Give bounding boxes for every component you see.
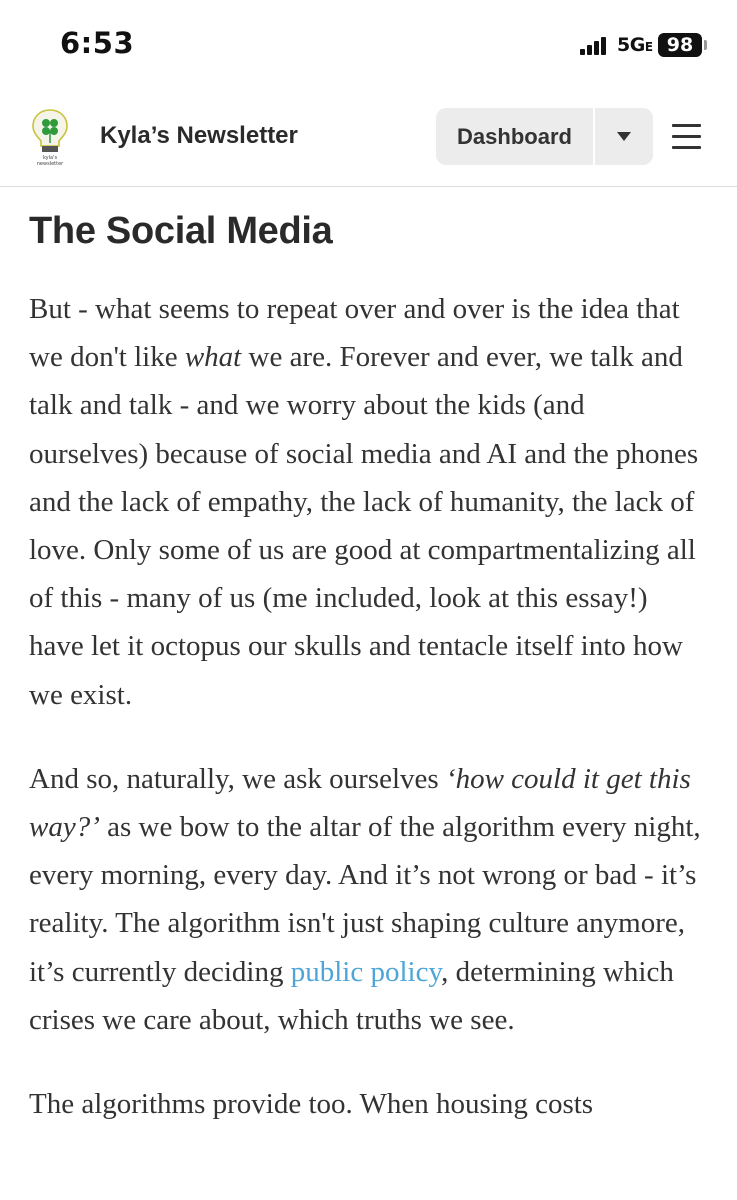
- newsletter-logo-icon[interactable]: [28, 107, 72, 167]
- dashboard-button-group: [436, 108, 653, 165]
- dashboard-dropdown-button[interactable]: [595, 108, 653, 165]
- p1-text-2: we are. Forever and ever, we talk and talk and talk - and we worry about the kids (and ourselves) because of social media and AI and the phones and the lack of empathy, the lack of humanity, the lack of love. Only some of us are good at compartmentalizing all of this - many of us (me included, look at this essay!) have let it octopus our skulls and tentacle itself into how we exist.: [29, 341, 699, 711]
- paragraph-3: [29, 1080, 709, 1128]
- dashboard-button[interactable]: Dashboard: [436, 108, 593, 165]
- p2-text-3: , determining which crises we care about, which truths we see.: [29, 955, 674, 1036]
- hamburger-menu-icon[interactable]: [672, 123, 701, 149]
- battery-level: 98: [666, 34, 694, 56]
- p2-emphasis: ‘how could it get this way?’: [29, 762, 691, 844]
- p2-text-1: And so, naturally, we ask ourselves: [29, 762, 446, 795]
- battery-tip: [704, 40, 707, 50]
- app-header: [0, 90, 737, 187]
- status-time: 6:53: [60, 26, 135, 60]
- p2-text-2: as we bow to the altar of the algorithm every night, every morning, every day. And it’s not wrong or bad - it’s reality. The algorithm isn't just shaping culture anymore, it’s currently deciding: [29, 811, 701, 988]
- public-policy-link[interactable]: public policy: [290, 955, 442, 988]
- publication-name[interactable]: Kyla’s Newsletter: [100, 122, 298, 149]
- section-title: The Social Media: [29, 210, 333, 252]
- network-indicator: [617, 34, 653, 56]
- logo-text-line1: kyla's: [42, 155, 58, 161]
- paragraph-2: [29, 755, 709, 1044]
- p1-emphasis: what: [184, 341, 242, 374]
- paragraph-1: [29, 285, 709, 719]
- p3-text-1: The algorithms provide too. When housing costs: [29, 1088, 594, 1121]
- network-suffix: E: [644, 40, 653, 54]
- logo-text-line2: newsletter: [36, 161, 64, 167]
- article-body: [29, 188, 709, 1128]
- caret-down-icon: [617, 132, 631, 141]
- p1-text-1: But - what seems to repeat over and over is the idea that we don't like: [29, 293, 680, 374]
- network-type: 5G: [617, 34, 645, 56]
- battery-icon: [658, 33, 702, 57]
- cellular-signal-icon: [580, 37, 606, 55]
- status-bar: [0, 0, 737, 90]
